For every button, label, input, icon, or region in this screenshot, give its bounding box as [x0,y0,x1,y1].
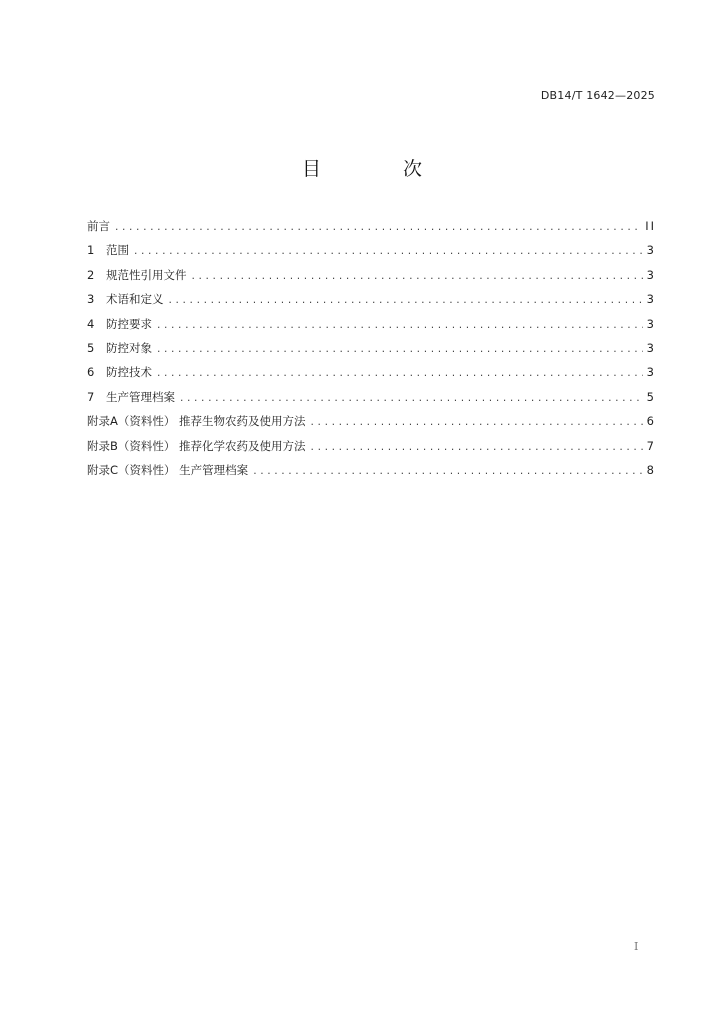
toc-leader-dots [310,443,643,453]
toc-entry-normative-references[interactable] [87,267,656,291]
toc-leader-dots [179,394,643,404]
toc-leader-dots [156,345,643,355]
toc-entry-scope[interactable] [87,242,656,266]
toc-entry-foreword[interactable] [87,218,656,242]
toc-entry-number: 6 [87,365,95,380]
toc-entry-label: 附录C（资料性） 生产管理档案 [87,462,249,477]
toc-entry-appendix-b[interactable] [87,438,656,462]
toc-entry-production-records[interactable] [87,389,656,413]
toc-entry-number: 7 [87,389,95,404]
page-number: I [634,940,639,953]
toc-entry-label: 术语和定义 [106,292,164,307]
toc-leader-dots [168,296,643,306]
toc-entry-page: 3 [646,243,656,258]
toc-entry-page: 3 [646,267,656,282]
toc-entry-page: 7 [646,438,656,453]
toc-entry-page: 3 [646,340,656,355]
toc-entry-page: 5 [646,389,656,404]
toc-entry-label: 前言 [87,219,110,233]
toc-entry-number: 3 [87,292,95,307]
toc-entry-page: 3 [646,365,656,380]
toc-entry-label: 附录A（资料性） 推荐生物农药及使用方法 [87,414,306,429]
toc-leader-dots [133,247,643,257]
toc-entry-number: 2 [87,267,95,282]
toc-leader-dots [156,369,643,379]
toc-leader-dots [156,321,643,331]
toc-entry-number: 5 [87,340,95,355]
document-code: DB14/T 1642—2025 [540,89,655,102]
toc-entry-number: 4 [87,316,95,331]
toc-entry-appendix-a[interactable] [87,413,656,437]
toc-entry-control-techniques[interactable] [87,364,656,388]
toc-leader-dots [114,223,641,233]
toc-leader-dots [252,467,642,477]
toc-leader-dots [191,272,643,282]
toc-entry-control-requirements[interactable] [87,316,656,340]
toc-entry-page: 6 [646,414,656,429]
toc-entry-label: 范围 [106,243,129,258]
toc-entry-label: 防控要求 [106,316,152,331]
toc-entry-label: 生产管理档案 [106,389,175,404]
toc-entry-number: 1 [87,243,95,258]
toc-entry-control-targets[interactable] [87,340,656,364]
table-of-contents [87,218,656,486]
toc-entry-label: 防控技术 [106,365,152,380]
toc-entry-label: 规范性引用文件 [106,267,187,282]
toc-entry-page: 3 [646,316,656,331]
toc-entry-appendix-c[interactable] [87,462,656,486]
toc-leader-dots [310,418,643,428]
toc-entry-page: II [645,219,656,233]
toc-entry-label: 防控对象 [106,340,152,355]
toc-entry-terms-definitions[interactable] [87,291,656,315]
page-title: 目 次 [301,158,461,180]
toc-entry-page: 3 [646,292,656,307]
toc-entry-page: 8 [646,462,656,477]
toc-entry-label: 附录B（资料性） 推荐化学农药及使用方法 [87,438,306,453]
